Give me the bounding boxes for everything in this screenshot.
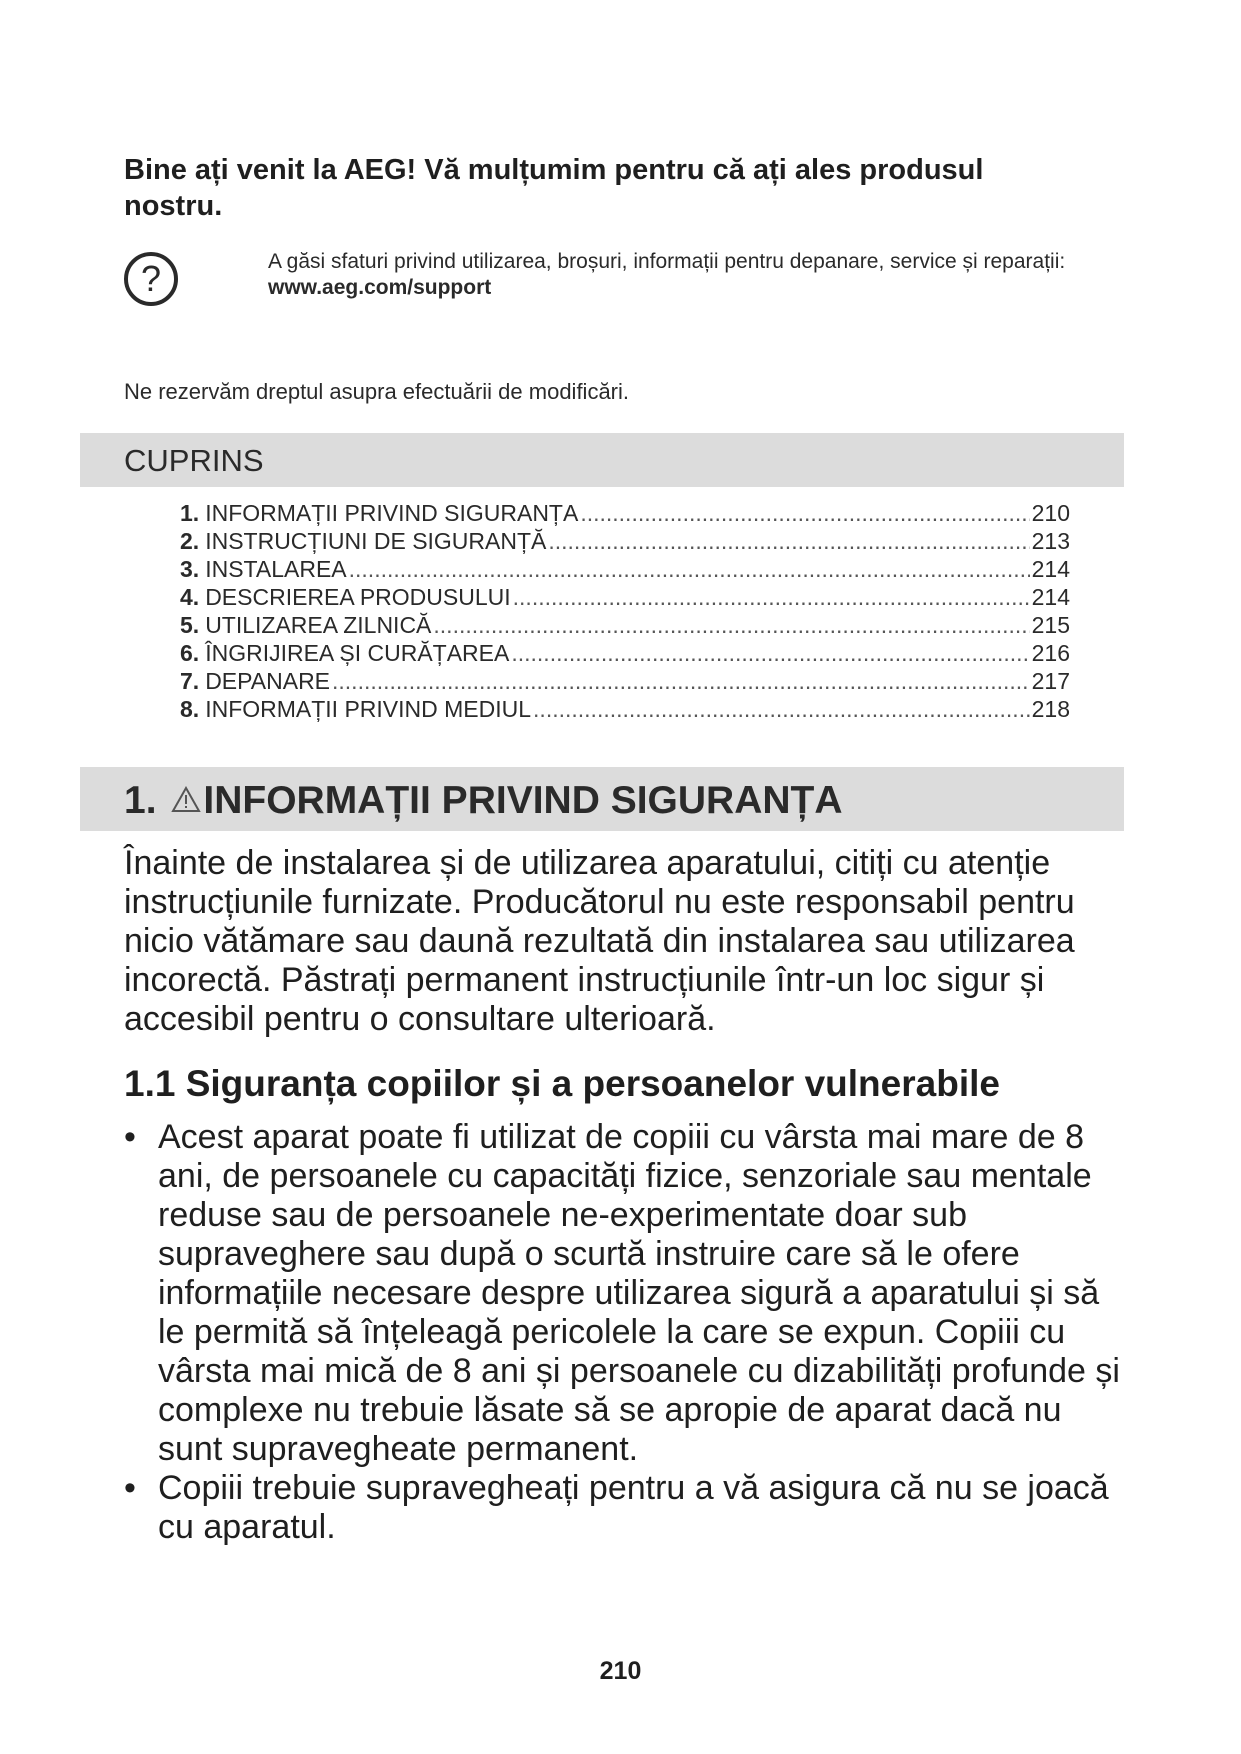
welcome-heading: Bine ați venit la AEG! Vă mulțumim pentru că ați ales produsul nostru.	[124, 154, 984, 222]
question-mark-icon: ?	[124, 252, 178, 306]
toc-entry-number: 4.	[180, 584, 200, 610]
section-title-text: INFORMAȚII PRIVIND SIGURANȚA	[203, 779, 843, 822]
toc-entry-page: 210	[1031, 500, 1070, 526]
intro-paragraph: Înainte de instalarea și de utilizarea aparatului, citiți cu atenție instrucțiunile furnizate. Producătorul nu este responsabil pentru nicio vătămare sau daună rezultată din instalarea sau utilizarea incorectă. Păstrați permanent instrucțiunile într-un loc sigur și accesibil pentru o consultare ulterioară.	[124, 844, 1075, 1038]
toc-entry-page: 218	[1031, 696, 1070, 722]
support-info	[268, 249, 1068, 301]
toc-entry[interactable]	[180, 639, 1070, 667]
toc-dot-leader	[548, 527, 1029, 555]
toc-dot-leader	[533, 695, 1030, 723]
page-number: 210	[599, 1657, 642, 1685]
toc-dot-leader	[580, 499, 1029, 527]
toc-entry-label: DESCRIEREA PRODUSULUI	[205, 584, 511, 610]
toc-entry[interactable]	[180, 583, 1070, 611]
toc-entry-number: 6.	[180, 640, 200, 666]
bullet-list	[124, 1118, 1134, 1547]
warning-triangle-icon	[171, 786, 201, 813]
toc-entry-page: 215	[1031, 612, 1070, 638]
toc-entry-number: 5.	[180, 612, 200, 638]
toc-dot-leader	[349, 555, 1030, 583]
toc-entry-page: 216	[1031, 640, 1070, 666]
section-title	[124, 779, 843, 823]
toc-entry[interactable]	[180, 499, 1070, 527]
table-of-contents	[180, 499, 1070, 723]
toc-entry[interactable]	[180, 667, 1070, 695]
toc-entry-label: INSTRUCȚIUNI DE SIGURANȚĂ	[205, 528, 547, 554]
toc-entry-number: 7.	[180, 668, 200, 694]
toc-dot-leader	[511, 639, 1029, 667]
toc-entry-page: 214	[1031, 584, 1070, 610]
toc-title: CUPRINS	[124, 443, 264, 478]
toc-dot-leader	[433, 611, 1029, 639]
toc-entry-label: ÎNGRIJIREA ȘI CURĂȚAREA	[205, 640, 510, 666]
toc-entry[interactable]	[180, 555, 1070, 583]
toc-entry-number: 2.	[180, 528, 200, 554]
subsection-heading: 1.1 Siguranța copiilor și a persoanelor vulnerabile	[124, 1063, 1000, 1104]
toc-dot-leader	[513, 583, 1030, 611]
toc-entry-number: 1.	[180, 500, 200, 526]
list-item: • Acest aparat poate fi utilizat de copiii cu vârsta mai mare de 8 ani, de persoanele cu capacități fizice, senzoriale sau mentale reduse sau de persoanele ne-experimentate doar sub supraveghere sau după o scurtă instruire care să le ofere informațiile necesare despre utilizarea sigură a aparatului și să le permită să înțeleagă pericolele la care se expun. Copiii cu vârsta mai mică de 8 ani și persoanele cu dizabilități profunde și complexe nu trebuie lăsate să se apropie de aparat dacă nu sunt supravegheate permanent.	[124, 1118, 1134, 1469]
toc-entry-label: UTILIZAREA ZILNICĂ	[205, 612, 432, 638]
section-number: 1.	[124, 779, 157, 822]
toc-entry-number: 8.	[180, 696, 200, 722]
toc-entry-page: 214	[1031, 556, 1070, 582]
toc-header	[80, 433, 1124, 487]
support-text: A găsi sfaturi privind utilizarea, broșuri, informații pentru depanare, service și reparații:	[268, 250, 1066, 273]
toc-entry-label: INFORMAȚII PRIVIND MEDIUL	[205, 696, 532, 722]
toc-entry[interactable]	[180, 527, 1070, 555]
toc-entry-number: 3.	[180, 556, 200, 582]
toc-dot-leader	[332, 667, 1030, 695]
support-link[interactable]: www.aeg.com/support	[268, 276, 492, 299]
section-header	[80, 767, 1124, 831]
reserve-rights-note: Ne rezervăm dreptul asupra efectuării de modificări.	[124, 379, 630, 404]
list-item: • Copiii trebuie supravegheați pentru a vă asigura că nu se joacă cu aparatul.	[124, 1469, 1134, 1547]
toc-entry-label: INSTALAREA	[205, 556, 347, 582]
toc-entry-label: DEPANARE	[205, 668, 331, 694]
toc-entry[interactable]	[180, 695, 1070, 723]
toc-entry-label: INFORMAȚII PRIVIND SIGURANȚA	[205, 500, 579, 526]
toc-entry-page: 217	[1031, 668, 1070, 694]
toc-entry-page: 213	[1031, 528, 1070, 554]
toc-entry[interactable]	[180, 611, 1070, 639]
